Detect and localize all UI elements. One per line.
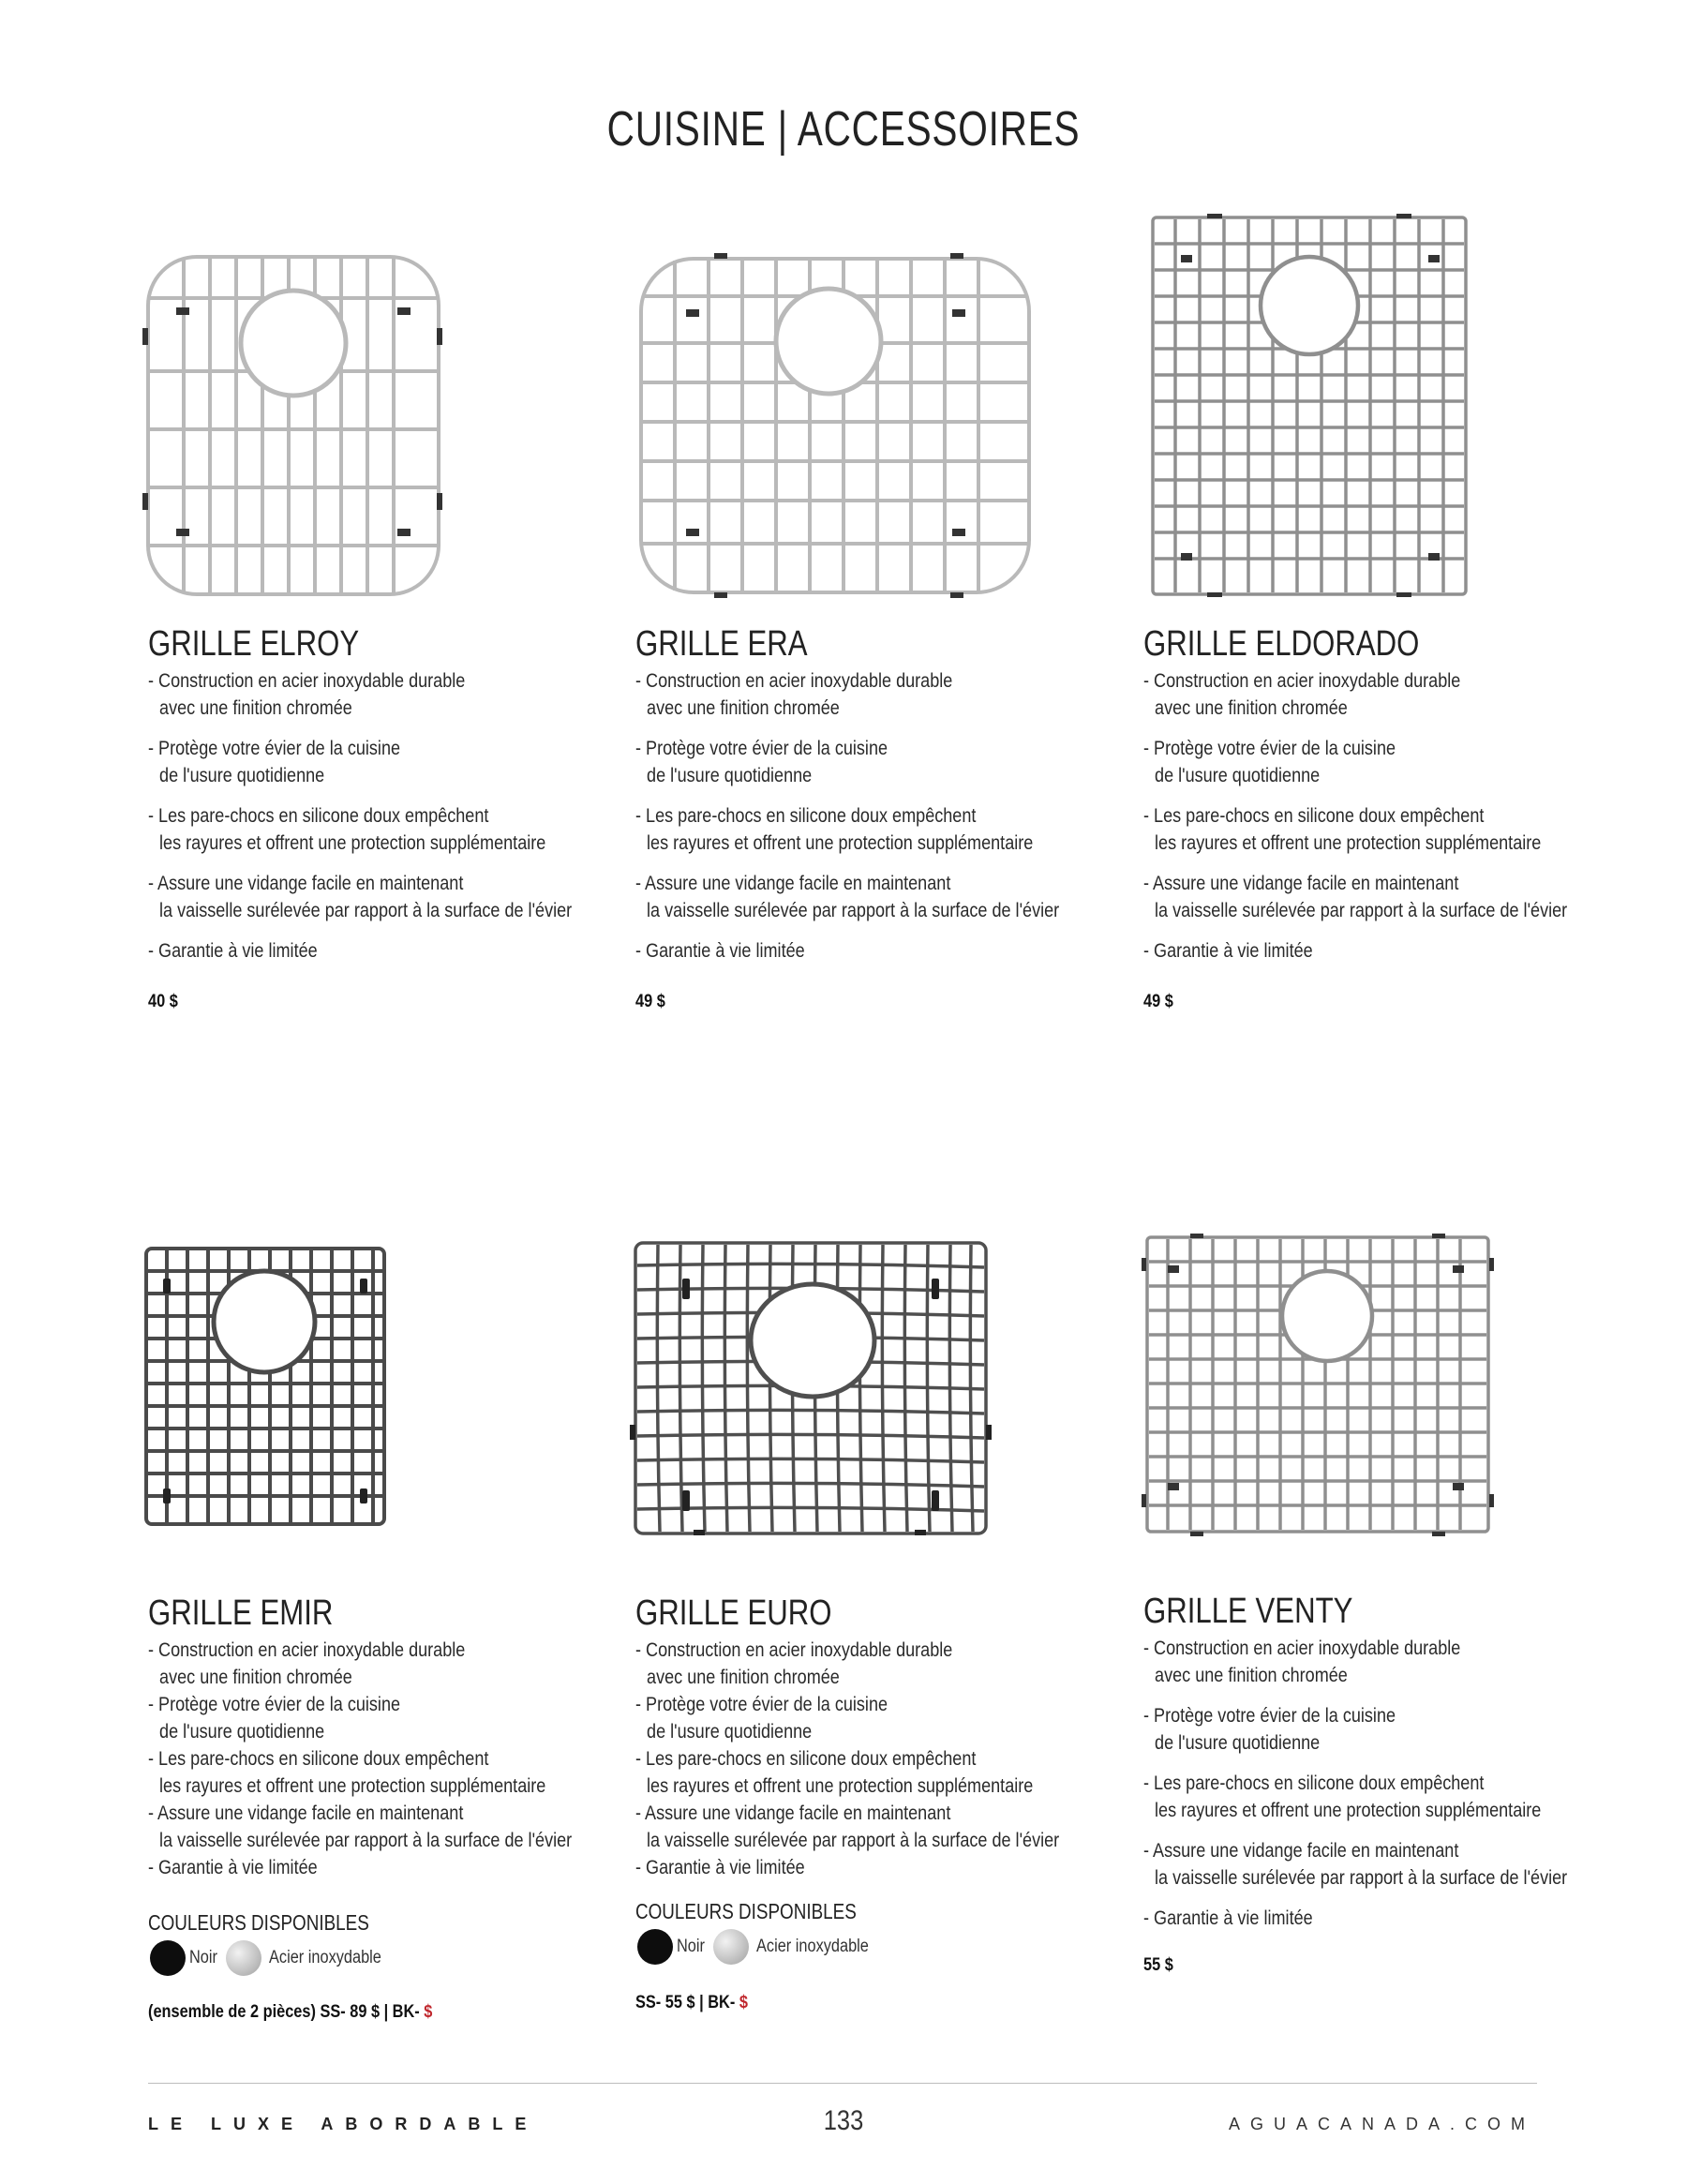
feature-list-elroy bbox=[148, 667, 641, 978]
feature-item: - Garantie à vie limitée bbox=[1143, 940, 1313, 962]
page-number: 133 bbox=[823, 2105, 864, 2136]
product-name-era: GRILLE ERA bbox=[635, 624, 808, 664]
page-title: CUISINE | ACCESSOIRES bbox=[606, 102, 1081, 157]
feature-item: - Les pare-chocs en silicone doux empêchent les rayures et offrent une protection supplémentaire bbox=[635, 1748, 1034, 1797]
feature-item: - Assure une vidange facile en maintenant la vaisselle surélevée par rapport à la surface de l'évier bbox=[1143, 1840, 1568, 1889]
feature-item: - Garantie à vie limitée bbox=[1143, 1907, 1313, 1929]
feature-item: - Assure une vidange facile en maintenant la vaisselle surélevée par rapport à la surface de l'évier bbox=[148, 873, 573, 921]
feature-item: - Garantie à vie limitée bbox=[635, 940, 805, 962]
footer-divider bbox=[148, 2083, 1537, 2084]
feature-item: - Construction en acier inoxydable durable avec une finition chromée bbox=[635, 670, 953, 719]
swatch-black bbox=[150, 1940, 186, 1976]
swatch-label: Noir bbox=[189, 1948, 217, 1967]
colors-title-emir: COULEURS DISPONIBLES bbox=[148, 1910, 369, 1935]
swatch-stainless bbox=[226, 1940, 261, 1976]
feature-item: - Protège votre évier de la cuisine de l'usure quotidienne bbox=[148, 1694, 401, 1743]
feature-item: - Assure une vidange facile en maintenant la vaisselle surélevée par rapport à la surface de l'évier bbox=[635, 1803, 1060, 1851]
feature-item: - Garantie à vie limitée bbox=[148, 940, 318, 962]
product-name-euro: GRILLE EURO bbox=[635, 1593, 832, 1633]
product-name-elroy: GRILLE ELROY bbox=[148, 624, 360, 664]
price-era: 49 $ bbox=[635, 992, 665, 1011]
price-euro bbox=[635, 1993, 748, 2013]
swatch-stainless bbox=[713, 1929, 749, 1965]
price-emir-text: (ensemble de 2 pièces) SS- 89 $ | BK- bbox=[148, 2002, 420, 2022]
feature-item: - Assure une vidange facile en maintenant la vaisselle surélevée par rapport à la surface de l'évier bbox=[148, 1803, 573, 1851]
feature-list-era bbox=[635, 667, 1128, 978]
feature-item: - Protège votre évier de la cuisine de l'usure quotidienne bbox=[1143, 738, 1396, 786]
feature-item: - Les pare-chocs en silicone doux empêchent les rayures et offrent une protection supplémentaire bbox=[635, 805, 1034, 854]
price-elroy: 40 $ bbox=[148, 992, 178, 1011]
feature-item: - Construction en acier inoxydable durable avec une finition chromée bbox=[1143, 670, 1461, 719]
feature-item: - Protège votre évier de la cuisine de l'usure quotidienne bbox=[148, 738, 401, 786]
grille-venty-image bbox=[1140, 1230, 1496, 1539]
feature-item: - Construction en acier inoxydable durable avec une finition chromée bbox=[148, 670, 466, 719]
feature-list-emir bbox=[148, 1637, 641, 1881]
feature-item: - Assure une vidange facile en maintenant la vaisselle surélevée par rapport à la surface de l'évier bbox=[635, 873, 1060, 921]
feature-item: - Garantie à vie limitée bbox=[148, 1857, 318, 1878]
color-swatches-euro bbox=[637, 1929, 890, 1965]
feature-list-eldorado bbox=[1143, 667, 1636, 978]
grille-euro-image bbox=[628, 1237, 993, 1539]
feature-item: - Les pare-chocs en silicone doux empêchent les rayures et offrent une protection supplémentaire bbox=[148, 805, 546, 854]
product-name-venty: GRILLE VENTY bbox=[1143, 1592, 1353, 1631]
feature-item: - Garantie à vie limitée bbox=[635, 1857, 805, 1878]
swatch-label: Noir bbox=[677, 1937, 705, 1956]
feature-item: - Construction en acier inoxydable durable avec une finition chromée bbox=[635, 1639, 953, 1688]
feature-item: - Construction en acier inoxydable durable avec une finition chromée bbox=[1143, 1638, 1461, 1686]
swatch-label: Acier inoxydable bbox=[268, 1948, 381, 1967]
price-emir bbox=[148, 2002, 432, 2023]
feature-item: - Protège votre évier de la cuisine de l'usure quotidienne bbox=[635, 1694, 888, 1743]
grille-eldorado-image bbox=[1147, 212, 1471, 600]
feature-list-venty bbox=[1143, 1635, 1636, 1945]
price-emir-black: $ bbox=[424, 2002, 433, 2022]
grille-elroy-image bbox=[139, 251, 448, 600]
feature-item: - Les pare-chocs en silicone doux empêchent les rayures et offrent une protection supplémentaire bbox=[1143, 1773, 1542, 1821]
feature-item: - Construction en acier inoxydable durable avec une finition chromée bbox=[148, 1639, 466, 1688]
feature-item: - Protège votre évier de la cuisine de l'usure quotidienne bbox=[1143, 1705, 1396, 1754]
product-name-eldorado: GRILLE ELDORADO bbox=[1143, 624, 1420, 664]
grille-emir-image bbox=[139, 1243, 392, 1530]
feature-item: - Les pare-chocs en silicone doux empêchent les rayures et offrent une protection supplémentaire bbox=[148, 1748, 546, 1797]
colors-title-euro: COULEURS DISPONIBLES bbox=[635, 1899, 857, 1923]
price-eldorado: 49 $ bbox=[1143, 992, 1173, 1011]
feature-item: - Protège votre évier de la cuisine de l'usure quotidienne bbox=[635, 738, 888, 786]
color-swatches-emir bbox=[150, 1940, 403, 1976]
feature-list-euro bbox=[635, 1637, 1128, 1881]
swatch-label: Acier inoxydable bbox=[755, 1937, 869, 1956]
price-venty: 55 $ bbox=[1143, 1955, 1173, 1975]
price-euro-text: SS- 55 $ | BK- bbox=[635, 1993, 736, 2012]
feature-item: - Les pare-chocs en silicone doux empêchent les rayures et offrent une protection supplémentaire bbox=[1143, 805, 1542, 854]
swatch-black bbox=[637, 1929, 673, 1965]
footer-tagline: LE LUXE ABORDABLE bbox=[148, 2115, 539, 2133]
footer-website: AGUACANADA.COM bbox=[1228, 2115, 1535, 2133]
product-name-emir: GRILLE EMIR bbox=[148, 1593, 334, 1633]
price-euro-black: $ bbox=[739, 1993, 748, 2012]
grille-era-image bbox=[634, 251, 1037, 600]
feature-item: - Assure une vidange facile en maintenant la vaisselle surélevée par rapport à la surface de l'évier bbox=[1143, 873, 1568, 921]
